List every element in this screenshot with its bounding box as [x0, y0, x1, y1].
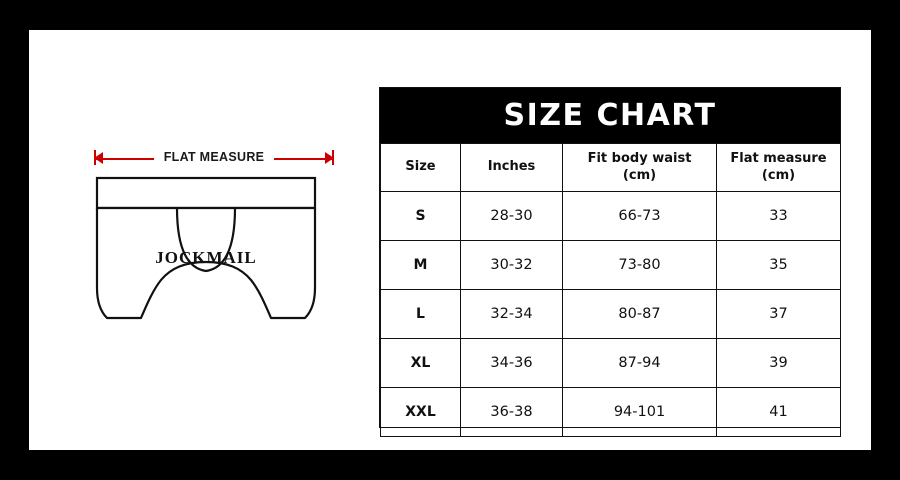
column-header-inches-line1: Inches: [487, 159, 536, 175]
cell-fit-body-waist: 66-73: [563, 192, 717, 241]
cell-fit-body-waist: 73-80: [563, 241, 717, 290]
table-row: [381, 290, 841, 339]
column-header-inches: [461, 144, 563, 192]
flat-measure-label: FLAT MEASURE: [158, 150, 271, 164]
cell-fit-body-waist: 80-87: [563, 290, 717, 339]
table-header-row: [381, 144, 841, 192]
cell-size: XXL: [381, 388, 461, 437]
cell-flat-measure: 35: [717, 241, 841, 290]
measure-tick-right-icon: [332, 150, 334, 165]
column-header-flat-measure-line1: Flat measure: [730, 151, 827, 167]
cell-inches: 28-30: [461, 192, 563, 241]
column-header-fit-body-waist-line2: (cm): [622, 167, 657, 183]
cell-inches: 30-32: [461, 241, 563, 290]
cell-size: XL: [381, 339, 461, 388]
cell-flat-measure: 37: [717, 290, 841, 339]
column-header-size-line1: Size: [405, 159, 436, 175]
arrow-line-right-icon: [274, 158, 332, 160]
cell-flat-measure: 39: [717, 339, 841, 388]
cell-flat-measure: 33: [717, 192, 841, 241]
brand-logo-text: JOCKMAIL: [155, 248, 257, 267]
column-header-size: [381, 144, 461, 192]
cell-inches: 36-38: [461, 388, 563, 437]
size-chart-table: [380, 143, 841, 437]
cell-fit-body-waist: 87-94: [563, 339, 717, 388]
cell-inches: 34-36: [461, 339, 563, 388]
cell-size: S: [381, 192, 461, 241]
cell-size: L: [381, 290, 461, 339]
table-row: [381, 388, 841, 437]
table-row: [381, 339, 841, 388]
size-chart-title: SIZE CHART: [380, 88, 840, 143]
content-card: [29, 30, 871, 450]
table-row: [381, 241, 841, 290]
column-header-flat-measure-line2: (cm): [761, 167, 796, 183]
cell-size: M: [381, 241, 461, 290]
brand-wrap: [81, 172, 331, 352]
column-header-flat-measure: [717, 144, 841, 192]
table-row: [381, 192, 841, 241]
column-header-fit-body-waist-line1: Fit body waist: [587, 151, 692, 167]
size-chart: [379, 87, 841, 428]
cell-inches: 32-34: [461, 290, 563, 339]
cell-flat-measure: 41: [717, 388, 841, 437]
column-header-fit-body-waist: [563, 144, 717, 192]
cell-fit-body-waist: 94-101: [563, 388, 717, 437]
arrow-line-left-icon: [96, 158, 154, 160]
flat-measure-arrow-row: [94, 150, 334, 172]
flat-measure-illustration: [59, 120, 349, 380]
